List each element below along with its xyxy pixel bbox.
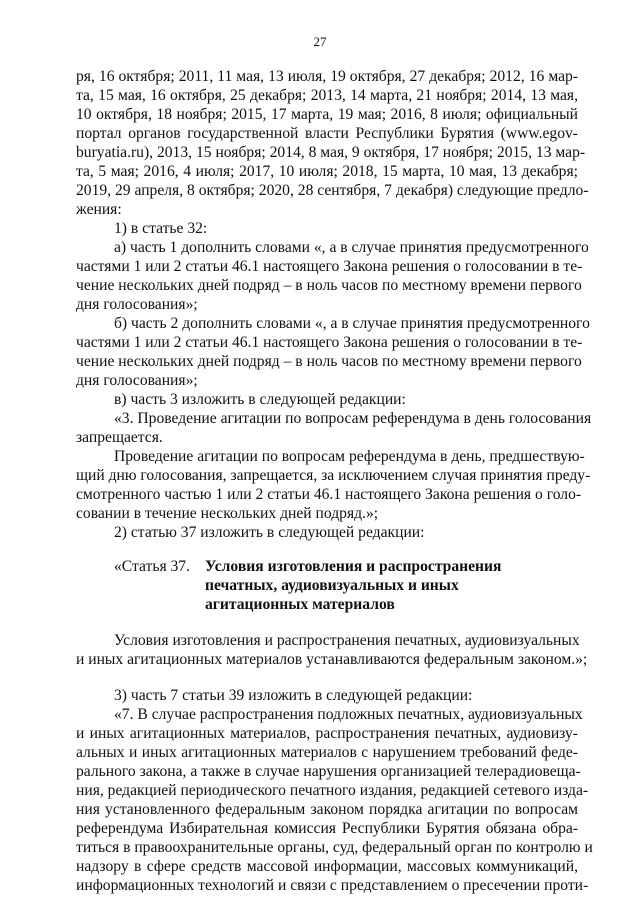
text-line: референдума Избирательная комиссия Республики Бурятия обязана обра- [76, 820, 578, 837]
text-line: надзору в сфере средств массовой информации, массовых коммуникаций, [76, 858, 578, 875]
text-line: 3) часть 7 статьи 39 изложить в следующей редакции: [114, 687, 473, 704]
text-line: в) часть 3 изложить в следующей редакции: [114, 391, 406, 408]
text-line: ния, редакцией периодического печатного издания, редакцией сетевого изда- [76, 782, 589, 799]
text-line: Условия изготовления и распространения печатных, аудиовизуальных [114, 632, 580, 649]
text-line: титься в правоохранительные органы, суд, федеральный орган по контролю и [76, 839, 593, 856]
article-heading-prefix: «Статья 37. [114, 558, 191, 575]
text-line: смотренного частью 1 или 2 статьи 46.1 настоящего Закона решения о голо- [76, 486, 582, 503]
text-line: дня голосования»; [76, 296, 198, 313]
text-line: информационных технологий и связи с представлением о пресечении проти- [76, 877, 589, 894]
text-line: «7. В случае распространения подложных печатных, аудиовизуальных [114, 706, 583, 723]
article-heading-line: Условия изготовления и распространения [205, 558, 502, 575]
text-line: а) часть 1 дополнить словами «, а в случае принятия предусмотренного [114, 239, 589, 256]
text-line: чение нескольких дней подряд – в ноль часов по местному времени первого [76, 277, 582, 294]
text-line: «3. Проведение агитации по вопросам референдума в день голосования [114, 410, 592, 427]
text-line: ря, 16 октября; 2011, 11 мая, 13 июля, 19 октября, 27 декабря; 2012, 16 мар- [76, 68, 578, 85]
text-line: частями 1 или 2 статьи 46.1 настоящего Закона решения о голосовании в те- [76, 334, 583, 351]
text-line: та, 15 мая, 16 октября, 25 декабря; 2013, 14 марта, 21 ноября; 2014, 13 мая, [76, 87, 578, 104]
text-line: запрещается. [76, 429, 163, 446]
text-line: Проведение агитации по вопросам референдума в день, предшествую- [114, 448, 585, 465]
text-line: совании в течение нескольких дней подряд.»; [76, 505, 379, 522]
text-line: рального закона, а также в случае нарушения организацией телерадиовеща- [76, 763, 581, 780]
text-line: и иных агитационных материалов устанавливаются федеральным законом.»; [76, 651, 588, 668]
text-line: дня голосования»; [76, 372, 198, 389]
page-number: 27 [313, 34, 327, 49]
text-line: портал органов государственной власти Республики Бурятия (www.egov- [76, 125, 578, 142]
text-line: жения: [76, 201, 122, 218]
text-line: 1) в статье 32: [114, 220, 208, 237]
text-line: та, 5 мая; 2016, 4 июля; 2017, 10 июля; 2018, 15 марта, 10 мая, 13 декабря; [76, 163, 578, 180]
text-line: buryatia.ru), 2013, 15 ноября; 2014, 8 мая, 9 октября, 17 ноября; 2015, 13 мар- [76, 144, 586, 161]
text-line: чение нескольких дней подряд – в ноль часов по местному времени первого [76, 353, 582, 370]
text-line: и иных агитационных материалов, распространения печатных, аудиовизу- [76, 725, 578, 742]
text-line: альных и иных агитационных материалов с нарушением требований феде- [76, 744, 578, 761]
text-line: ния установленного федеральным законом порядка агитации по вопросам [76, 801, 578, 818]
article-heading-line: агитационных материалов [205, 596, 395, 613]
text-line: 2019, 29 апреля, 8 октября; 2020, 28 сентября, 7 декабря) следующие предло- [76, 182, 589, 199]
text-line: б) часть 2 дополнить словами «, а в случае принятия предусмотренного [114, 315, 590, 332]
text-line: 10 октября, 18 ноября; 2015, 17 марта, 19 мая; 2016, 8 июля; официальный [76, 106, 578, 123]
text-line: щий дню голосования, запрещается, за исключением случая принятия преду- [76, 467, 591, 484]
text-line: частями 1 или 2 статьи 46.1 настоящего Закона решения о голосовании в те- [76, 258, 583, 275]
article-heading-line: печатных, аудиовизуальных и иных [205, 577, 459, 594]
text-line: 2) статью 37 изложить в следующей редакции: [114, 524, 425, 541]
